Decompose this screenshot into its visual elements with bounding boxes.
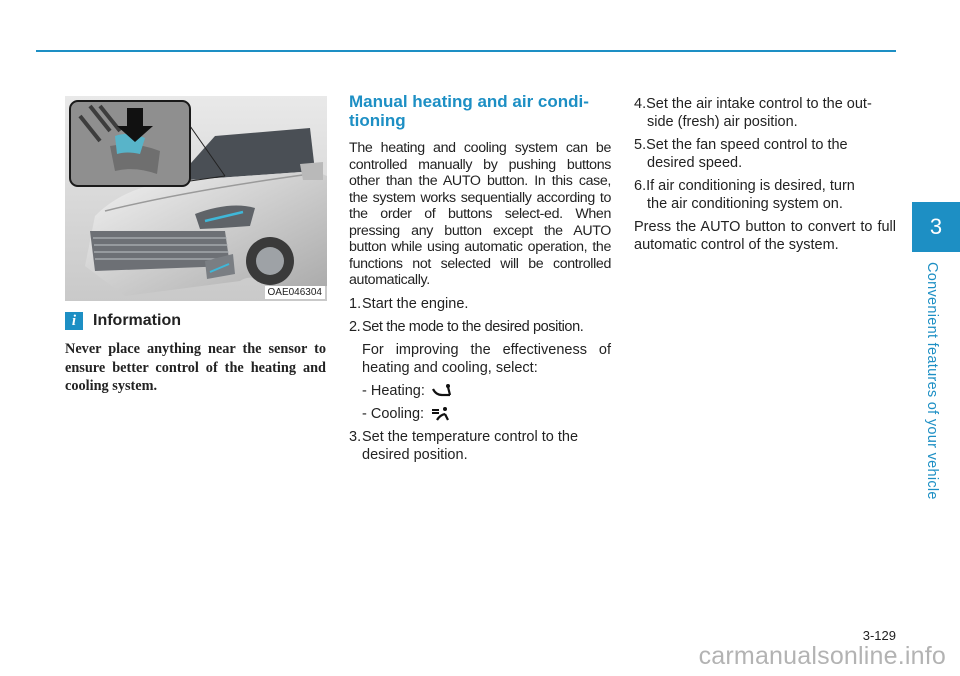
step-3-text: Set the temperature control to the: [362, 428, 579, 445]
step-3-number: 3.: [349, 428, 362, 445]
step-4: [634, 95, 896, 131]
step-1: [349, 295, 611, 313]
car-sensor-photo: [65, 96, 327, 301]
page-number: 3-129: [862, 628, 896, 643]
step-3: [349, 428, 611, 464]
watermark: carmanualsonline.info: [698, 642, 946, 670]
heating-label: - Heating:: [362, 382, 425, 399]
chapter-title: Convenient features of your vehicle: [924, 262, 940, 500]
info-icon: i: [65, 312, 83, 330]
step-3-continuation: desired position.: [362, 446, 468, 463]
step-2-number: 2.: [349, 318, 361, 335]
step-5-text: Set the fan speed control to the: [646, 137, 848, 153]
step-5: [634, 136, 896, 172]
step-1-text: Start the engine.: [362, 295, 469, 312]
cooling-label: - Cooling:: [362, 405, 425, 422]
step-2: [349, 318, 611, 377]
step-6: [634, 177, 896, 213]
intro-paragraph: The heating and cooling system can be controlled manually by pushing buttons other than the AUTO button. In this case, the system works sequentially according to the order of buttons select-ed. When pressing any button except the AUTO button while using automatic operation, the functions not selected will be controlled automatically.: [349, 140, 611, 288]
step-6-text: If air conditioning is desired, turn: [646, 178, 855, 194]
floor-mode-icon: [431, 383, 453, 399]
heating-option: [349, 382, 611, 400]
information-body: Never place anything near the sensor to ensure better control of the heating and cooling system.: [65, 341, 326, 394]
step-4-number: 4.: [634, 96, 647, 112]
information-heading: [65, 312, 181, 330]
step-1-number: 1.: [349, 295, 362, 312]
step-4-text: Set the air intake control to the out-: [646, 96, 872, 112]
section-title-line2: tioning: [349, 111, 406, 130]
step-5-continuation: desired speed.: [647, 155, 743, 171]
photo-code: OAE046304: [265, 286, 326, 299]
information-title: Information: [93, 312, 181, 329]
section-title-line1: Manual heating and air condi-: [349, 92, 589, 111]
steps-continued: [634, 95, 896, 259]
car-illustration: [65, 96, 327, 301]
manual-heating-section: [349, 92, 611, 469]
top-rule: [36, 50, 896, 52]
face-mode-icon: [430, 406, 452, 422]
section-title: [349, 92, 611, 130]
step-6-number: 6.: [634, 178, 647, 194]
chapter-number: 3: [929, 214, 943, 239]
cooling-option: [349, 405, 611, 423]
step-6-continuation: the air conditioning system on.: [647, 196, 843, 212]
closing-paragraph: Press the AUTO button to convert to full automatic control of the system.: [634, 219, 896, 253]
step-2-text: Set the mode to the desired position.: [362, 318, 584, 335]
step-2-continuation: For improving the effectiveness of heating and cooling, select:: [362, 341, 611, 376]
step-4-continuation: side (fresh) air position.: [647, 114, 798, 130]
step-5-number: 5.: [634, 137, 647, 153]
chapter-tab: [912, 202, 960, 252]
